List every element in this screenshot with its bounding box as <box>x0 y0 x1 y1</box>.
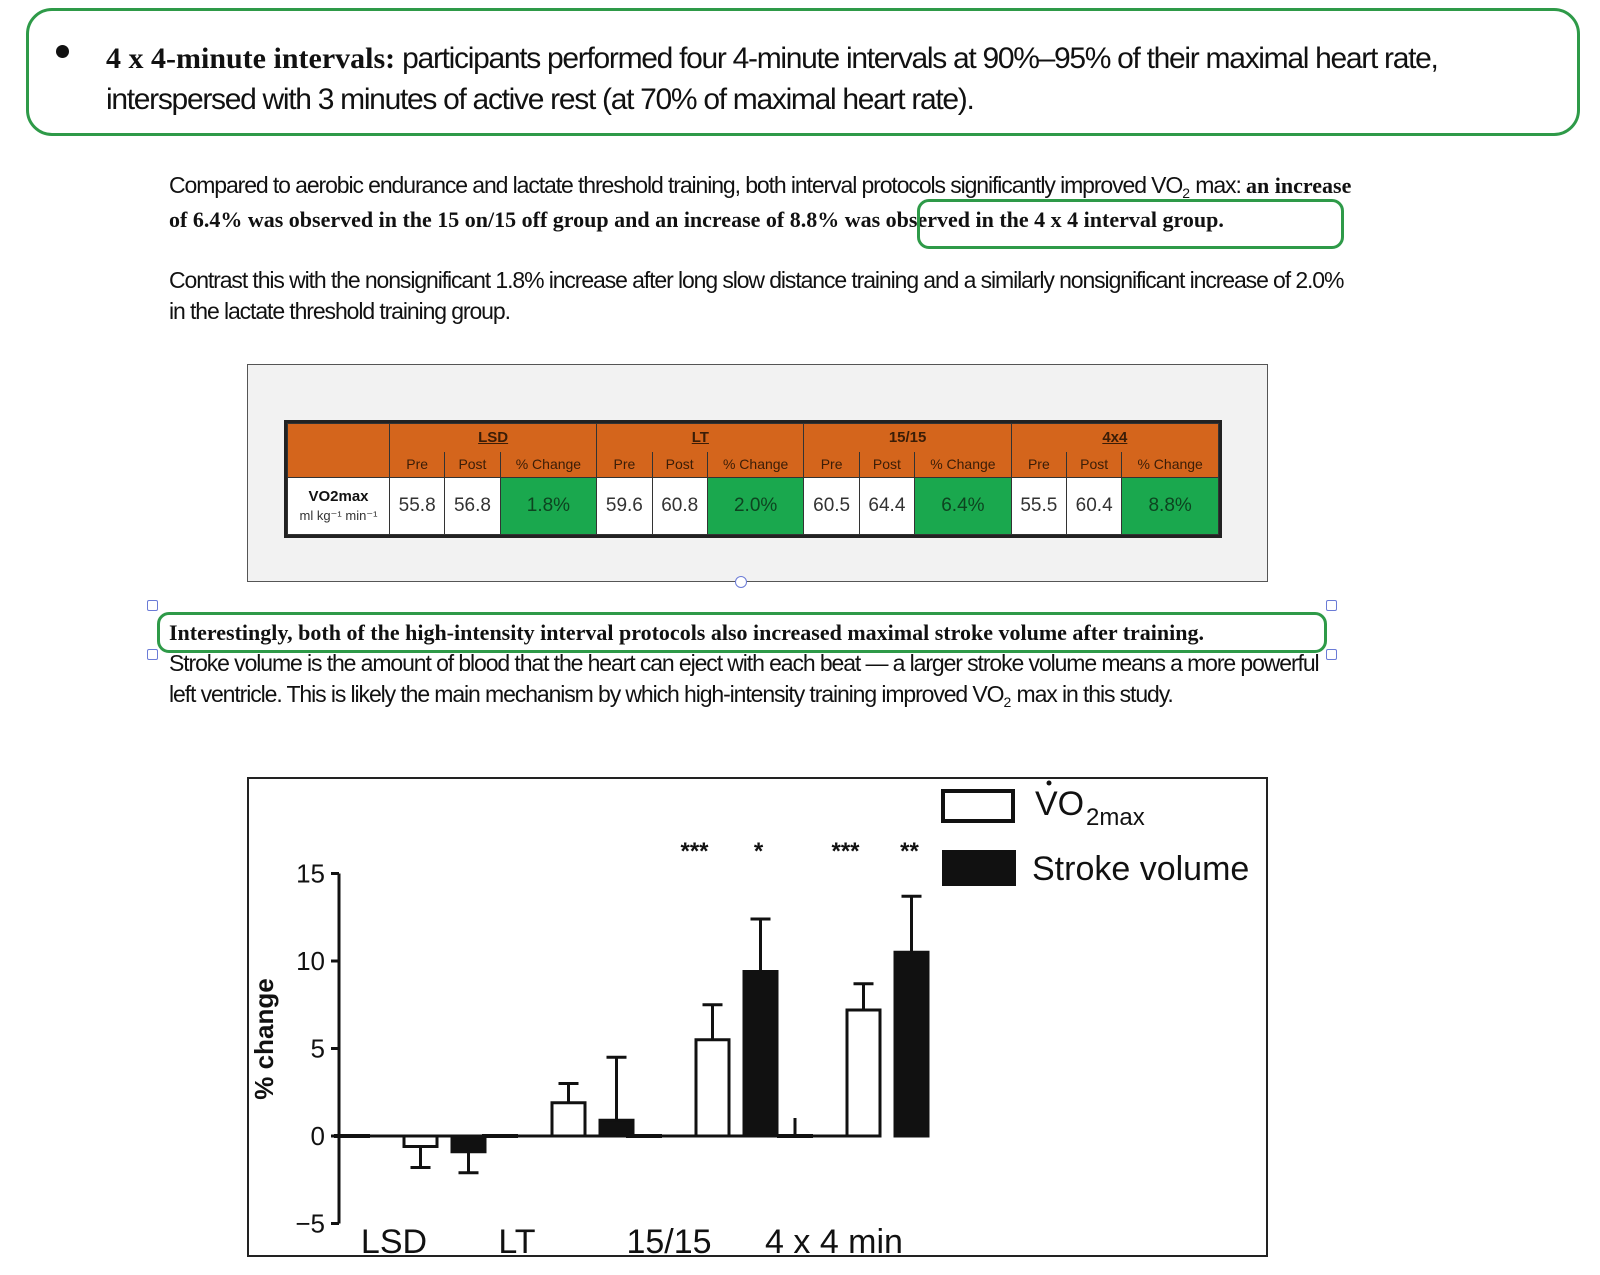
row-label <box>288 478 390 535</box>
selection-handle-bottom-left[interactable] <box>147 649 158 660</box>
cell-4x4-pre: 55.5 <box>1011 478 1066 535</box>
significance-marker: *** <box>831 838 860 865</box>
cell-lt-pre: 59.6 <box>597 478 652 535</box>
rotate-handle[interactable] <box>735 576 747 588</box>
cell-1515-pre: 60.5 <box>804 478 859 535</box>
para1-plain2: max: <box>1190 172 1247 198</box>
subheader-pre: Pre <box>597 452 652 478</box>
para1-bold1: an increase of 6.4% was observed in the 15 on/15 off group and an increase o <box>169 173 1352 232</box>
para3-plain: Stroke volume is the amount of blood that the heart can eject with each beat — a larger stroke volume means a more powerful left ventricle. This is likely the main mechanism by which high-intensity training improved VO <box>169 650 1319 707</box>
para3-sub: 2 <box>1003 694 1012 710</box>
highlight-box-4x4 <box>917 199 1344 249</box>
x-tick-label: LSD <box>360 1223 428 1259</box>
chart-figure[interactable] <box>247 777 1268 1257</box>
group-header-lsd: LSD <box>390 424 597 452</box>
bar-stroke-volume <box>744 972 777 1137</box>
cell-4x4-post: 60.4 <box>1067 478 1122 535</box>
bullet-body: participants performed four 4-minute intervals at 90%–95% of their maximal heart rate, interspersed with 3 minutes of active rest (at 70% of maximal heart rate). <box>106 42 1438 116</box>
selection-handle-top-right[interactable] <box>1326 600 1337 611</box>
bar-vo2max <box>696 1040 729 1136</box>
significance-marker: ** <box>900 838 919 865</box>
selection-handle-top-left[interactable] <box>147 600 158 611</box>
para1-bold2: f 8.8% was observed in the 4 x 4 interval group. <box>776 207 1224 232</box>
subheader-change: % Change <box>500 452 597 478</box>
bar-vo2max <box>404 1136 437 1147</box>
group-header-1515: 15/15 <box>804 424 1011 452</box>
para3-bold: Interestingly, both of the high-intensity interval protocols also increased maximal stroke volume after training. <box>169 620 1204 645</box>
subheader-change: % Change <box>707 452 804 478</box>
subheader-post: Post <box>445 452 500 478</box>
subheader-post: Post <box>859 452 914 478</box>
bullet-marker <box>56 45 69 58</box>
cell-lsd-change: 1.8% <box>500 478 597 535</box>
legend-swatch-stroke-volume <box>943 851 1015 885</box>
group-header-lt: LT <box>597 424 804 452</box>
bar-stroke-volume <box>600 1120 633 1136</box>
cell-1515-post: 64.4 <box>859 478 914 535</box>
y-tick-label: 5 <box>310 1033 325 1064</box>
x-tick-label: LT <box>498 1223 536 1259</box>
y-tick-label: −5 <box>295 1208 325 1239</box>
paragraph-contrast: Contrast this with the nonsignificant 1.8% increase after long slow distance training and a similarly nonsignificant increase of 2.0% in the lactate threshold training group. <box>169 267 1344 324</box>
x-tick-label: 15/15 <box>626 1223 712 1259</box>
y-tick-label: 10 <box>296 946 325 976</box>
legend-label-vo2max: VO <box>1035 785 1085 823</box>
para1-plain: Compared to aerobic endurance and lactate threshold training, both interval protocols significantly improved VO <box>169 172 1183 198</box>
cell-lsd-post: 56.8 <box>445 478 500 535</box>
subheader-pre: Pre <box>390 452 445 478</box>
cell-lsd-pre: 55.8 <box>390 478 445 535</box>
legend-label-vo2max-sub: 2max <box>1086 804 1145 831</box>
subheader-change: % Change <box>1122 452 1219 478</box>
legend-dot-above-v <box>1047 781 1052 786</box>
cell-lt-post: 60.8 <box>652 478 707 535</box>
subheader-pre: Pre <box>804 452 859 478</box>
legend-swatch-vo2max <box>943 791 1013 821</box>
bullet-text <box>106 38 1546 120</box>
bar-chart <box>249 779 1268 1257</box>
cell-4x4-change: 8.8% <box>1122 478 1219 535</box>
y-tick-label: 0 <box>310 1121 325 1151</box>
cell-lt-change: 2.0% <box>707 478 804 535</box>
cell-1515-change: 6.4% <box>915 478 1012 535</box>
y-tick-label: 15 <box>296 858 325 889</box>
vo2max-table <box>287 423 1219 535</box>
subheader-post: Post <box>652 452 707 478</box>
y-axis-label: % change <box>249 978 279 1100</box>
bar-vo2max <box>847 1010 880 1136</box>
subheader-change: % Change <box>915 452 1012 478</box>
subheader-post: Post <box>1067 452 1122 478</box>
row-label-metric: VO2max <box>308 488 369 505</box>
row-label-unit: ml kg⁻¹ min⁻¹ <box>299 508 378 523</box>
significance-marker: *** <box>680 838 709 865</box>
x-tick-label: 4 x 4 min <box>765 1223 903 1259</box>
group-header-4x4: 4x4 <box>1011 424 1218 452</box>
bullet-lead: 4 x 4-minute intervals: <box>106 42 396 75</box>
significance-marker: * <box>753 838 764 865</box>
para1-sub: 2 <box>1182 185 1190 201</box>
bar-vo2max <box>552 1103 585 1136</box>
para3-plain2: max in this study. <box>1011 681 1173 707</box>
table-figure[interactable] <box>247 364 1268 582</box>
bar-stroke-volume <box>452 1136 485 1152</box>
subheader-pre: Pre <box>1011 452 1066 478</box>
paragraph-stroke-volume <box>169 617 1329 713</box>
table-corner <box>288 424 390 478</box>
legend-label-stroke-volume: Stroke volume <box>1032 850 1250 888</box>
bar-stroke-volume <box>895 952 928 1136</box>
